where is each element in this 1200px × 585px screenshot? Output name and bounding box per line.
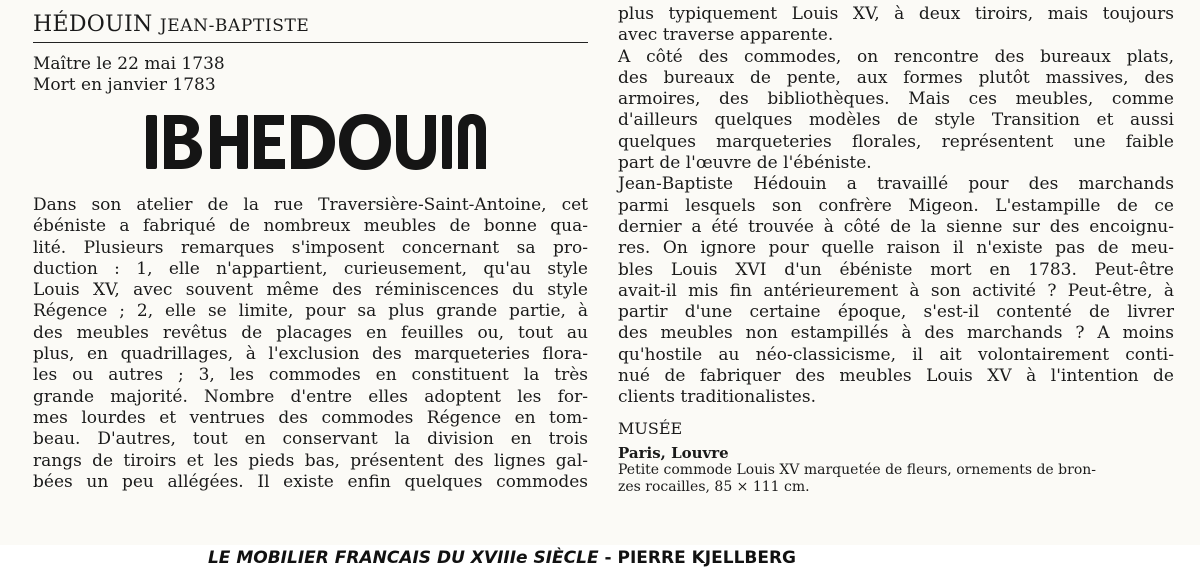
text-line: nué de fabriquer des meubles Louis XV à l'intention de bbox=[618, 366, 1174, 387]
text-line: bées un peu allégées. Il existe enfin quelques commodes bbox=[33, 471, 588, 492]
text-line: lité. Plusieurs remarques s'imposent concernant sa pro- bbox=[33, 237, 588, 258]
death-date: Mort en janvier 1783 bbox=[33, 75, 216, 95]
text-line: quelques marqueteries florales, représentent une faible bbox=[618, 131, 1174, 152]
text-line: parmi lesquels son confrère Migeon. L'estampille de ce bbox=[618, 195, 1174, 216]
text-line: mes lourdes et ventrues des commodes Régence en tom- bbox=[33, 407, 588, 428]
left-column bbox=[33, 12, 588, 493]
musee-desc-line: Petite commode Louis XV marquetée de fleurs, ornements de bron- bbox=[618, 461, 1096, 478]
entry-name: HÉDOUIN bbox=[33, 12, 153, 37]
text-line: avait-il mis fin antérieurement à son activité ? Peut-être, à bbox=[618, 280, 1174, 301]
musee-description bbox=[618, 462, 1174, 497]
right-body-text bbox=[618, 4, 1174, 409]
text-line: des bureaux de pente, aux formes plutôt massives, des bbox=[618, 67, 1174, 88]
text-line: part de l'œuvre de l'ébéniste. bbox=[618, 153, 872, 174]
caption-separator: - bbox=[598, 548, 618, 568]
book-author: PIERRE KJELLBERG bbox=[617, 548, 797, 568]
estampille-stamp-image bbox=[144, 107, 486, 177]
text-line: Louis XV, avec souvent même des réminiscences du style bbox=[33, 280, 588, 301]
musee-desc-line: zes rocailles, 85 × 111 cm. bbox=[618, 479, 810, 496]
entry-heading bbox=[33, 12, 588, 43]
text-line: dernier a été trouvée à côté de la sienne sur des encoignu- bbox=[618, 216, 1174, 237]
right-column bbox=[618, 4, 1174, 497]
text-line: clients traditionalistes. bbox=[618, 387, 816, 408]
text-line: Jean-Baptiste Hédouin a travaillé pour des marchands bbox=[618, 174, 1174, 195]
text-line: des meubles revêtus de placages en feuilles ou, tout au bbox=[33, 322, 588, 343]
text-line: avec traverse apparente. bbox=[618, 25, 834, 46]
text-line: armoires, des bibliothèques. Mais ces meubles, comme bbox=[618, 89, 1174, 110]
text-line: les ou autres ; 3, les commodes en constituent la très bbox=[33, 365, 588, 386]
text-line: plus, en quadrillages, à l'exclusion des marqueteries flora- bbox=[33, 344, 588, 365]
text-line: plus typiquement Louis XV, à deux tiroirs, mais toujours bbox=[618, 4, 1174, 24]
text-line: des meubles non estampillés à des marchands ? A moins bbox=[618, 323, 1174, 344]
text-line: bles Louis XVI d'un ébéniste mort en 1783. Peut-être bbox=[618, 259, 1174, 280]
musee-heading: MUSÉE bbox=[618, 418, 683, 438]
text-line: partir d'une certaine époque, s'est-il contenté de livrer bbox=[618, 302, 1174, 323]
text-line: res. On ignore pour quelle raison il n'existe pas de meu- bbox=[618, 238, 1174, 259]
book-title: LE MOBILIER FRANCAIS DU XVIIIe SIÈCLE bbox=[207, 548, 599, 568]
text-line: Régence ; 2, elle se limite, pour sa plus grande partie, à bbox=[33, 301, 588, 322]
text-line: rangs de tiroirs et les pieds bas, présentent des lignes gal- bbox=[33, 450, 588, 471]
text-line: A côté des commodes, on rencontre des bureaux plats, bbox=[618, 46, 1174, 67]
text-line: grande majorité. Nombre d'entre elles adoptent les for- bbox=[33, 386, 588, 407]
entry-first-names: JEAN-BAPTISTE bbox=[159, 16, 310, 36]
text-line: beau. D'autres, tout en conservant la division en trois bbox=[33, 429, 588, 450]
source-caption bbox=[0, 548, 1004, 568]
text-line: duction : 1, elle n'appartient, curieusement, qu'au style bbox=[33, 258, 588, 279]
text-line: Dans son atelier de la rue Traversière-Saint-Antoine, cet bbox=[33, 195, 588, 215]
master-date: Maître le 22 mai 1738 bbox=[33, 54, 225, 74]
musee-location: Paris, Louvre bbox=[618, 443, 729, 462]
entry-dates bbox=[33, 54, 588, 96]
text-line: qu'hostile au néo-classicisme, il ait volontairement conti- bbox=[618, 344, 1174, 365]
left-body-text bbox=[33, 195, 588, 493]
text-line: d'ailleurs quelques modèles de style Transition et aussi bbox=[618, 110, 1174, 131]
text-line: ébéniste a fabriqué de nombreux meubles de bonne qua- bbox=[33, 216, 588, 237]
